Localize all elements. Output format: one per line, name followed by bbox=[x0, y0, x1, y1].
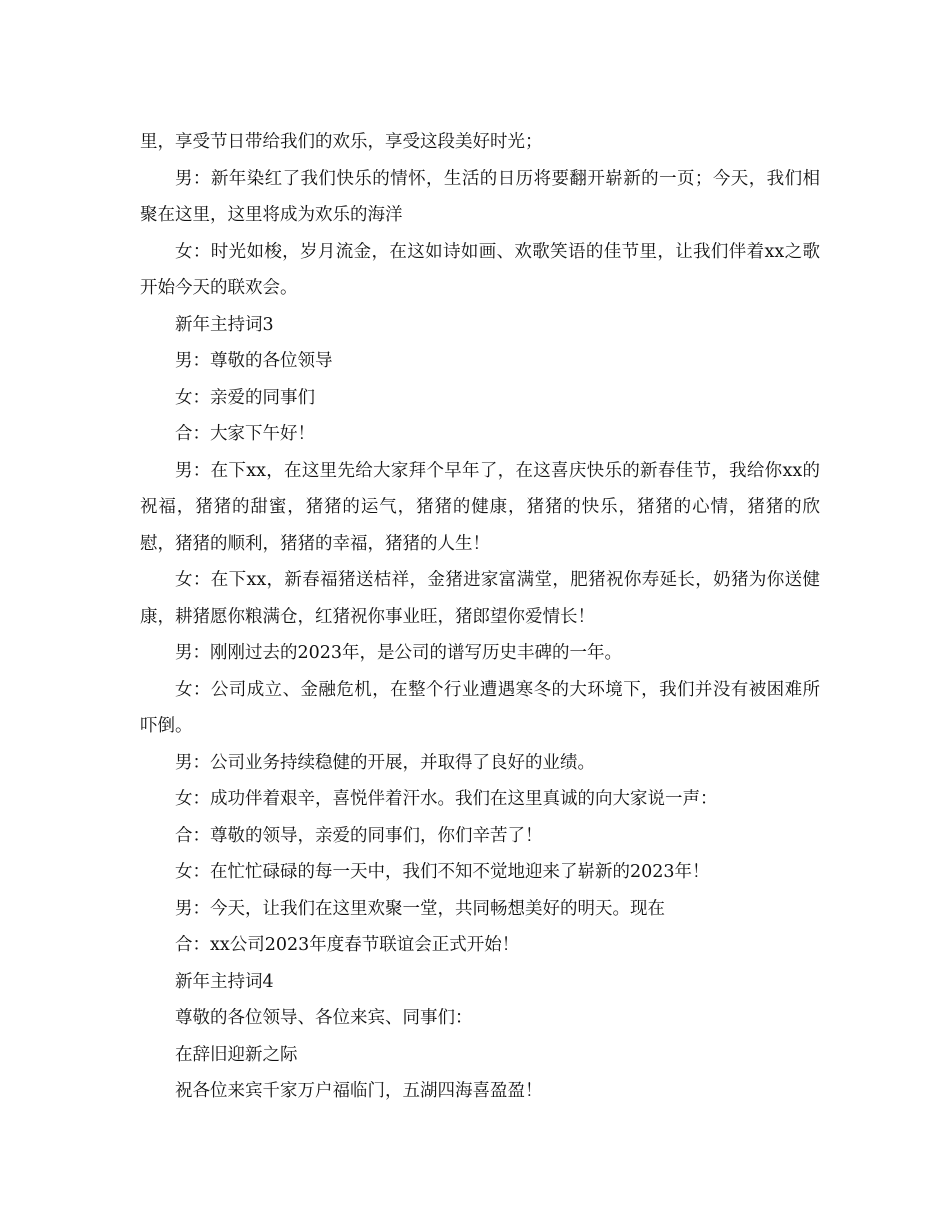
paragraph-9: 女：在下xx，新春福猪送桔祥，金猪进家富满堂，肥猪祝你寿延长，奶猪为你送健康，耕猪愿你粮满仓，红猪祝你事业旺，猪郎望你爱情长！ bbox=[140, 570, 820, 627]
paragraph-12: 男：公司业务持续稳健的开展，并取得了良好的业绩。 bbox=[175, 752, 595, 773]
paragraph-2: 男：新年染红了我们快乐的情怀，生活的日历将要翻开崭新的一页；今天，我们相聚在这里，这里将成为欢乐的海洋 bbox=[140, 168, 820, 225]
section-heading-4: 新年主持词4 bbox=[175, 971, 274, 992]
paragraph-11: 女：公司成立、金融危机，在整个行业遭遇寒冬的大环境下，我们并没有被困难所吓倒。 bbox=[140, 679, 820, 736]
paragraph-3: 女：时光如梭，岁月流金，在这如诗如画、欢歌笑语的佳节里，让我们伴着xx之歌开始今天的联欢会。 bbox=[140, 241, 820, 298]
section-heading-3: 新年主持词3 bbox=[175, 314, 274, 335]
document-body bbox=[140, 124, 820, 1110]
paragraph-13: 女：成功伴着艰辛，喜悦伴着汗水。我们在这里真诚的向大家说一声： bbox=[175, 789, 718, 809]
paragraph-17: 合：xx公司2023年度春节联谊会正式开始！ bbox=[175, 935, 520, 955]
paragraph-21: 祝各位来宾千家万户福临门，五湖四海喜盈盈！ bbox=[175, 1081, 543, 1101]
paragraph-14: 合：尊敬的领导，亲爱的同事们，你们辛苦了！ bbox=[175, 825, 543, 846]
paragraph-20: 在辞旧迎新之际 bbox=[175, 1044, 298, 1065]
paragraph-5: 男：尊敬的各位领导 bbox=[175, 351, 333, 371]
paragraph-16: 男：今天，让我们在这里欢聚一堂，共同畅想美好的明天。现在 bbox=[175, 898, 665, 919]
paragraph-1: 里，享受节日带给我们的欢乐，享受这段美好时光； bbox=[140, 132, 543, 152]
paragraph-6: 女：亲爱的同事们 bbox=[175, 387, 315, 408]
paragraph-19: 尊敬的各位领导、各位来宾、同事们： bbox=[175, 1008, 473, 1028]
paragraph-10: 男：刚刚过去的2023年，是公司的谱写历史丰碑的一年。 bbox=[175, 643, 623, 663]
paragraph-15: 女：在忙忙碌碌的每一天中，我们不知不觉地迎来了崭新的2023年！ bbox=[175, 862, 710, 882]
paragraph-8: 男：在下xx，在这里先给大家拜个早年了，在这喜庆快乐的新春佳节，我给你xx的祝福，猪猪的甜蜜，猪猪的运气，猪猪的健康，猪猪的快乐，猪猪的心情，猪猪的欣慰，猪猪的顺利，猪猪的幸福，猪猪的人生！ bbox=[140, 460, 820, 554]
paragraph-7: 合：大家下午好！ bbox=[175, 424, 315, 444]
